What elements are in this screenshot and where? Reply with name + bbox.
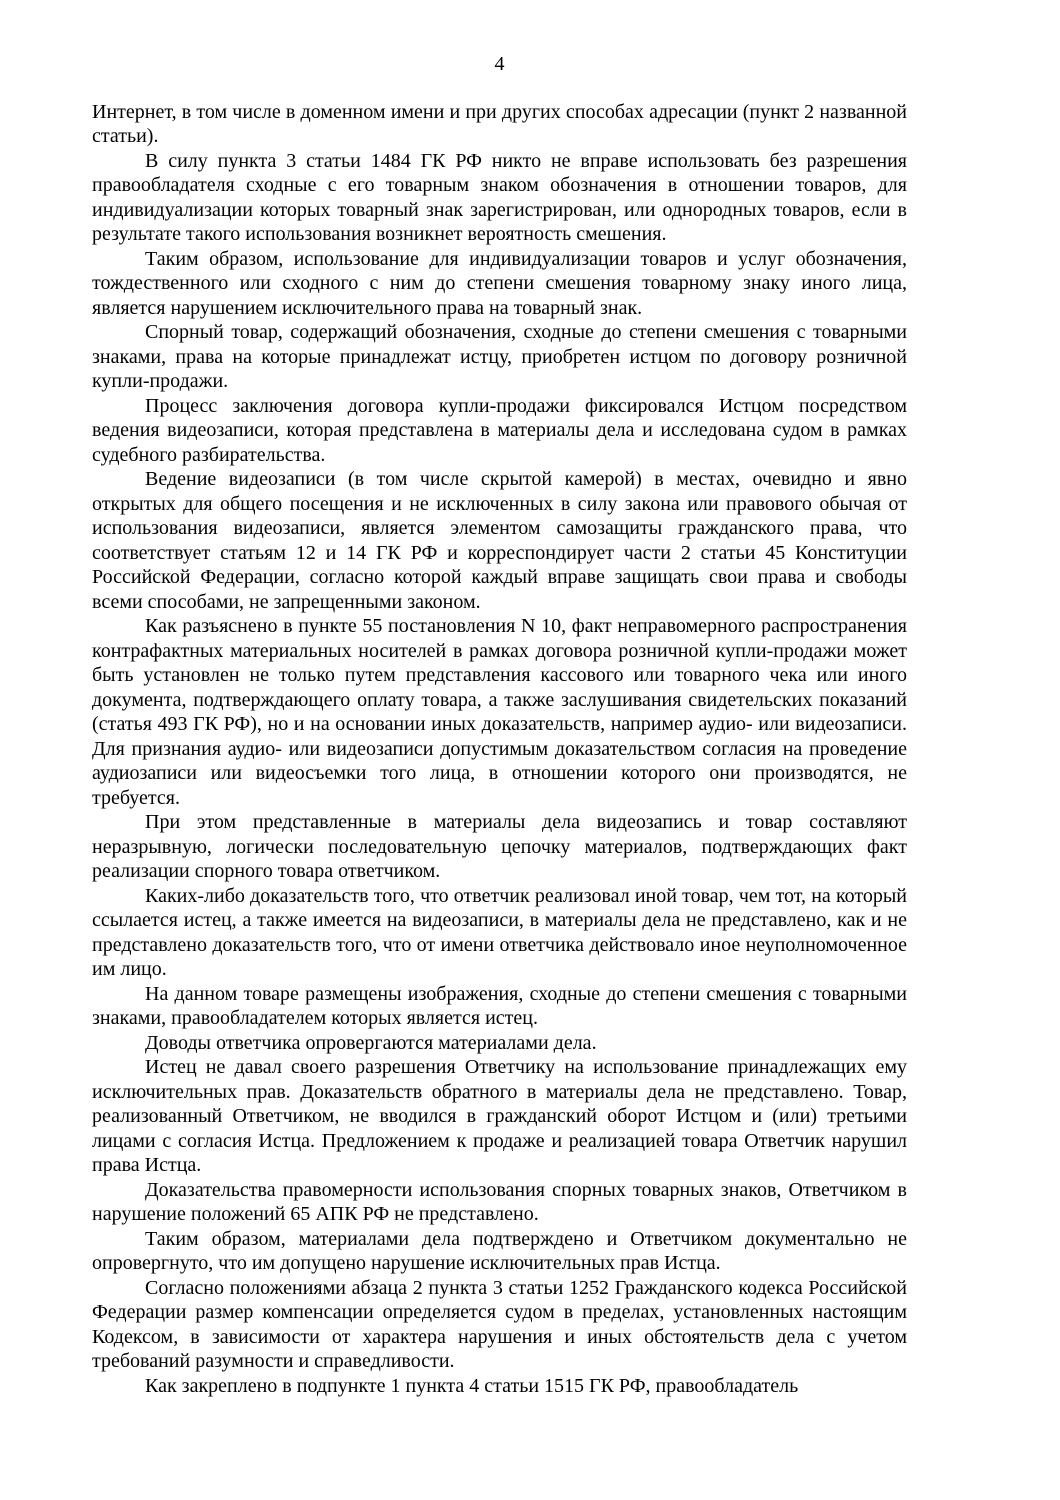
paragraph-7: Как разъяснено в пункте 55 постановления N 10, факт неправомерного распространения контрафактных материальных носителей в рамках договора розничной купли-продажи может быть установлен не только путем представления кассового или товарного чека или иного документа, подтверждающего оплату товара, а также заслушивания свидетельских показаний (статья 493 ГК РФ), но и на основании иных доказательств, например аудио- или видеозаписи. Для признания аудио- или видеозаписи допустимым доказательством согласия на проведение аудиозаписи или видеосъемки того лица, в отношении которого они производятся, не требуется. <box>92 615 907 809</box>
paragraph-6: Ведение видеозаписи (в том числе скрытой камерой) в местах, очевидно и явно открытых для общего посещения и не исключенных в силу закона или правового обычая от использования видеозаписи, является элементом самозащиты гражданского права, что соответствует статьям 12 и 14 ГК РФ и корреспондирует части 2 статьи 45 Конституции Российской Федерации, согласно которой каждый вправе защищать свои права и свободы всеми способами, не запрещенными законом. <box>92 468 907 613</box>
paragraph-9: Каких-либо доказательств того, что ответчик реализовал иной товар, чем тот, на который ссылается истец, а также имеется на видеозаписи, в материалы дела не представлено, как и не представлено доказательств того, что от имени ответчика действовало иное неуполномоченное им лицо. <box>92 884 907 980</box>
paragraph-5: Процесс заключения договора купли-продажи фиксировался Истцом посредством ведения видеозаписи, которая представлена в материалы дела и исследована судом в рамках судебного разбирательства. <box>92 394 907 466</box>
paragraph-13: Доказательства правомерности использования спорных товарных знаков, Ответчиком в нарушение положений 65 АПК РФ не представлено. <box>92 1178 907 1225</box>
document-body-text <box>92 100 907 1399</box>
paragraph-3: Таким образом, использование для индивидуализации товаров и услуг обозначения, тождественного или сходного с ним до степени смешения товарному знаку иного лица, является нарушением исключительного права на товарный знак. <box>92 247 907 319</box>
page-number: 4 <box>494 53 505 75</box>
paragraph-14: Таким образом, материалами дела подтверждено и Ответчиком документально не опровергнуто, что им допущено нарушение исключительных прав Истца. <box>92 1227 907 1274</box>
paragraph-15: Согласно положениями абзаца 2 пункта 3 статьи 1252 Гражданского кодекса Российской Федерации размер компенсации определяется судом в пределах, установленных настоящим Кодексом, в зависимости от характера нарушения и иных обстоятельств дела с учетом требований разумности и справедливости. <box>92 1276 907 1372</box>
paragraph-8: При этом представленные в материалы дела видеозапись и товар составляют неразрывную, логически последовательную цепочку материалов, подтверждающих факт реализации спорного товара ответчиком. <box>92 811 907 882</box>
paragraph-4: Спорный товар, содержащий обозначения, сходные до степени смешения с товарными знаками, права на которые принадлежат истцу, приобретен истцом по договору розничной купли-продажи. <box>92 321 907 392</box>
paragraph-11: Доводы ответчика опровергаются материалами дела. <box>145 1031 597 1054</box>
paragraph-12: Истец не давал своего разрешения Ответчику на использование принадлежащих ему исключительных прав. Доказательств обратного в материалы дела не представлено. Товар, реализованный Ответчиком, не вводился в гражданский оборот Истцом и (или) третьими лицами с согласия Истца. Предложением к продаже и реализацией товара Ответчик нарушил права Истца. <box>92 1056 907 1176</box>
paragraph-10: На данном товаре размещены изображения, сходные до степени смешения с товарными знаками, правообладателем которых является истец. <box>92 982 907 1029</box>
paragraph-16: Как закреплено в подпункте 1 пункта 4 статьи 1515 ГК РФ, правообладатель <box>145 1374 799 1397</box>
paragraph-2: В силу пункта 3 статьи 1484 ГК РФ никто не вправе использовать без разрешения правообладателя сходные с его товарным знаком обозначения в отношении товаров, для индивидуализации которых товарный знак зарегистрирован, или однородных товаров, если в результате такого использования возникнет вероятность смешения. <box>92 149 907 245</box>
paragraph-1: Интернет, в том числе в доменном имени и при других способах адресации (пункт 2 названной статьи). <box>92 100 907 147</box>
